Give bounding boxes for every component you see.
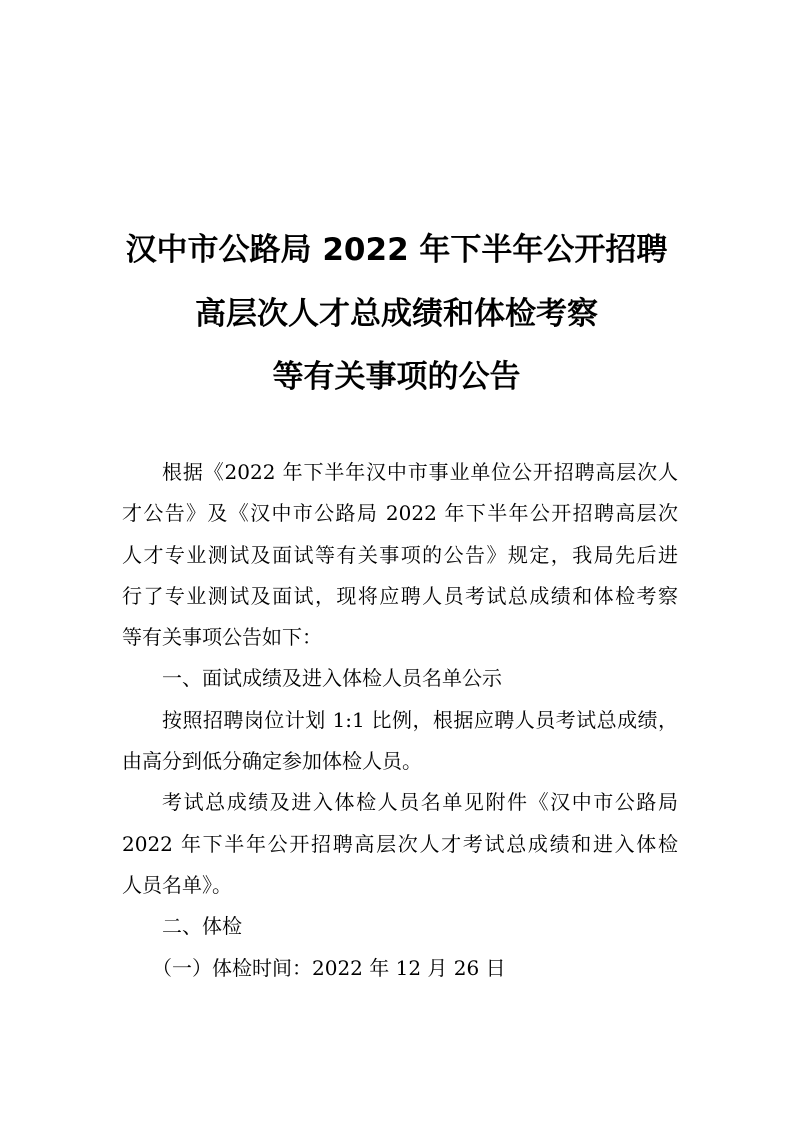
item-1-exam-time: （一）体检时间：2022 年 12 月 26 日 <box>152 955 506 980</box>
section-2-heading: 二、体检 <box>162 914 242 939</box>
paragraph-1-line-4: 行了专业测试及面试，现将应聘人员考试总成绩和体检考察 <box>122 583 678 608</box>
paragraph-1-line-3: 人才专业测试及面试等有关事项的公告》规定，我局先后进 <box>122 542 678 567</box>
title-line-2: 高层次人才总成绩和体检考察 <box>195 296 598 332</box>
document-body <box>122 452 678 989</box>
paragraph-1-line-1: 根据《2022 年下半年汉中市事业单位公开招聘高层次人 <box>162 460 678 484</box>
paragraph-3-line-2: 2022 年下半年公开招聘高层次人才考试总成绩和进入体检 <box>122 831 678 856</box>
paragraph-3-line-1: 考试总成绩及进入体检人员名单见附件《汉中市公路局 <box>162 790 678 815</box>
title-line-3: 等有关事项的公告 <box>272 359 521 395</box>
paragraph-1-line-5: 等有关事项公告如下： <box>122 625 322 650</box>
section-1-heading: 一、面试成绩及进入体检人员名单公示 <box>162 666 502 691</box>
paragraph-3-line-3: 人员名单》。 <box>122 872 232 897</box>
paragraph-1-line-2: 才公告》及《汉中市公路局 2022 年下半年公开招聘高层次 <box>122 501 678 526</box>
paragraph-2-line-2: 由高分到低分确定参加体检人员。 <box>122 749 422 774</box>
paragraph-2-line-1: 按照招聘岗位计划 1:1 比例，根据应聘人员考试总成绩， <box>162 707 678 732</box>
title-line-1: 汉中市公路局 2022 年下半年公开招聘 <box>125 232 668 268</box>
